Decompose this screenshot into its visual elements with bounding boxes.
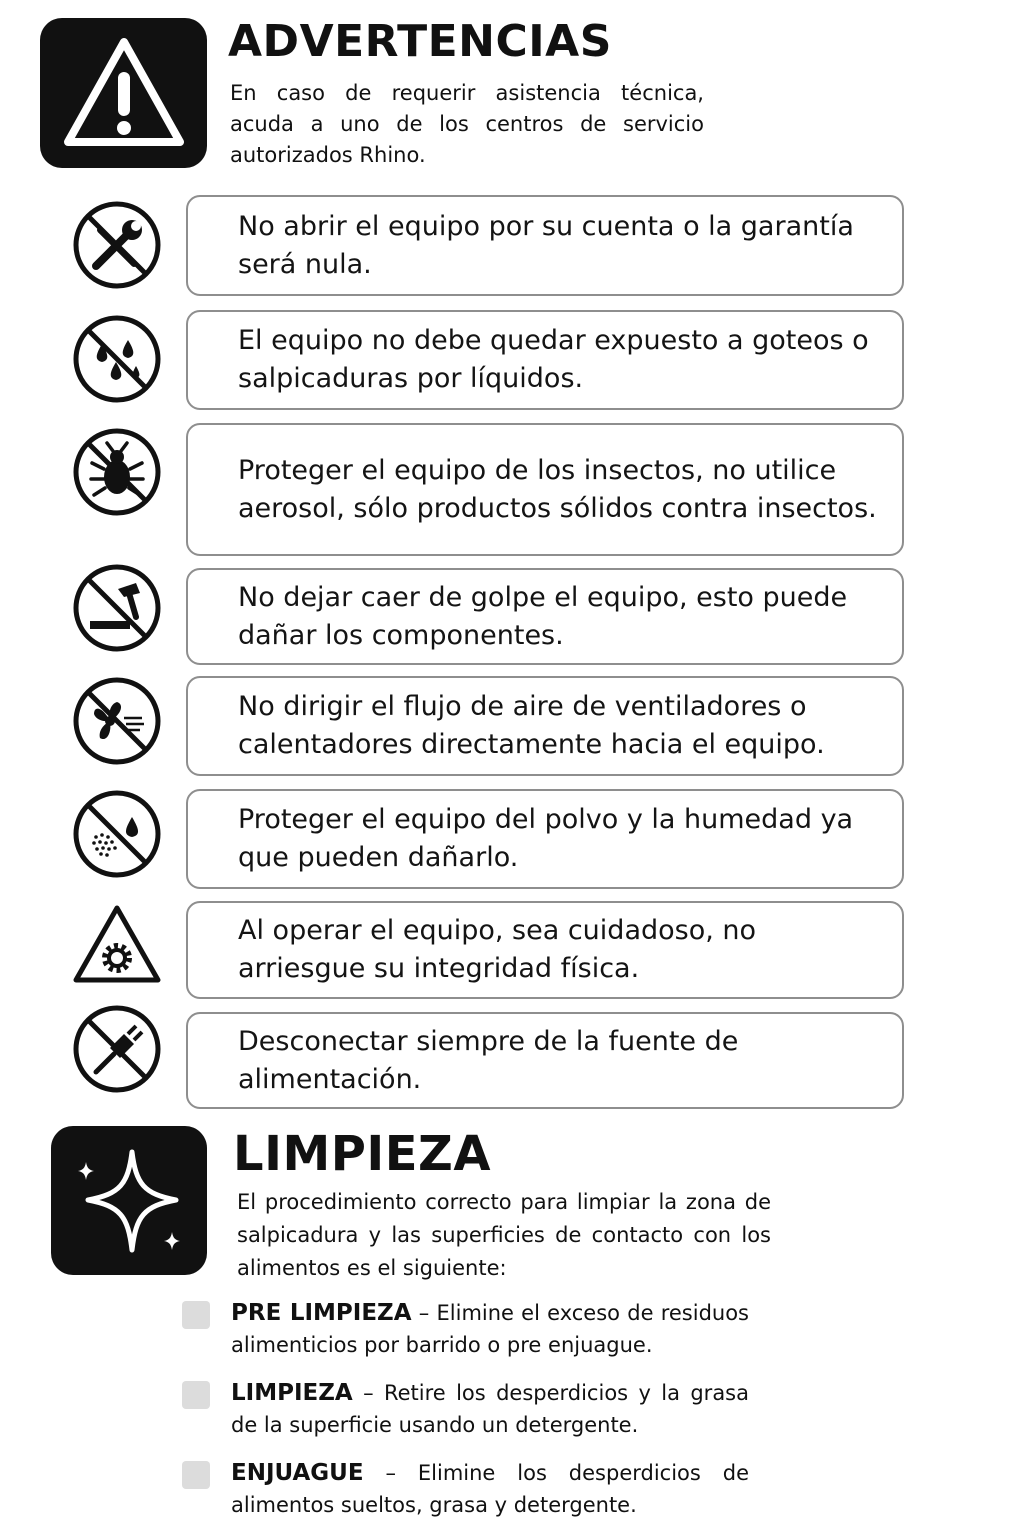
step-separator: –: [363, 1461, 418, 1485]
sparkle-icon: [51, 1126, 207, 1275]
limpieza-intro: El procedimiento correcto para limpiar la zona de salpicadura y las superficies de contacto con los alimentos es el siguiente:: [237, 1190, 771, 1280]
unplug-icon: [72, 1004, 162, 1094]
step-bullet: [182, 1301, 210, 1329]
cleaning-step: [231, 1457, 749, 1521]
warning-text: No dirigir el flujo de aire de ventiladores o calentadores directamente hacia el equipo.: [238, 691, 825, 760]
step-label: ENJUAGUE: [231, 1460, 364, 1486]
no-liquids-icon: [72, 314, 162, 404]
step-text: Retire los desperdicios y la grasa de la superficie usando un detergente.: [231, 1381, 749, 1437]
step-label: PRE LIMPIEZA: [231, 1300, 412, 1326]
step-label: LIMPIEZA: [231, 1380, 353, 1406]
step-bullet: [182, 1381, 210, 1409]
advertencias-intro: En caso de requerir asistencia técnica, acuda a uno de los centros de servicio autorizados Rhino.: [230, 81, 704, 167]
limpieza-title: LIMPIEZA: [233, 1126, 491, 1182]
warning-text: Proteger el equipo del polvo y la humedad ya que pueden dañarlo.: [238, 804, 854, 873]
warning-card: [186, 789, 904, 889]
step-bullet: [182, 1461, 210, 1489]
advertencias-title: ADVERTENCIAS: [228, 16, 612, 67]
warning-card: [186, 1012, 904, 1109]
warning-card: [186, 310, 904, 410]
warning-card: [186, 423, 904, 556]
cleaning-step: [231, 1377, 749, 1441]
no-airflow-icon: [72, 676, 162, 766]
step-separator: –: [352, 1381, 384, 1405]
warning-card: [186, 676, 904, 776]
warning-text: Proteger el equipo de los insectos, no utilice aerosol, sólo productos sólidos contra insectos.: [238, 454, 877, 524]
no-tools-icon: [72, 200, 162, 290]
step-text: Elimine los desperdicios de alimentos sueltos, grasa y detergente.: [231, 1461, 749, 1517]
warning-text: Al operar el equipo, sea cuidadoso, no arriesgue su integridad física.: [238, 915, 757, 984]
cleaning-step: [231, 1297, 749, 1361]
warning-card: [186, 568, 904, 665]
warning-text: No dejar caer de golpe el equipo, esto puede dañar los componentes.: [238, 581, 848, 651]
warning-card: [186, 901, 904, 999]
warning-text: No abrir el equipo por su cuenta o la garantía será nula.: [238, 210, 854, 280]
warning-text: El equipo no debe quedar expuesto a goteos o salpicaduras por líquidos.: [238, 325, 869, 394]
no-insects-icon: [72, 427, 162, 517]
step-text: Elimine el exceso de residuos alimenticios por barrido o pre enjuague.: [231, 1301, 750, 1357]
warning-card: [186, 195, 904, 296]
warning-text: Desconectar siempre de la fuente de alimentación.: [238, 1025, 739, 1095]
no-impact-icon: [72, 563, 162, 653]
warning-triangle-icon: [40, 18, 207, 168]
machinery-caution-icon: [72, 902, 162, 992]
no-dust-humidity-icon: [72, 789, 162, 879]
step-separator: –: [411, 1301, 437, 1325]
